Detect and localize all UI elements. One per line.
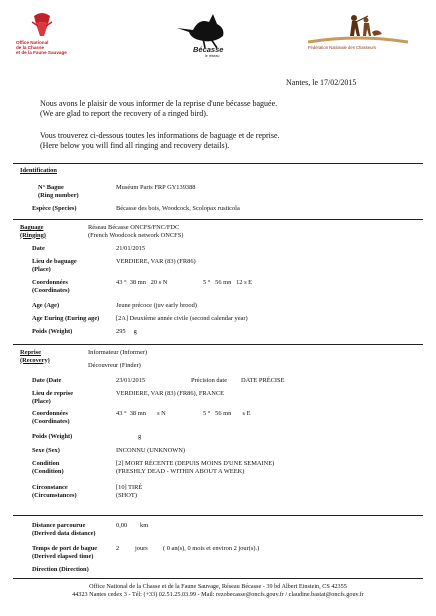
recovery-weight-value: g: [138, 433, 142, 440]
oncfs-name: Office National de la Chasse et de la Faune Sauvage: [16, 40, 67, 56]
condition-value: [2] MORT RÉCENTE (DEPUIS MOINS D'UNE SEMAINE) (FRESHLY DEAD - WITHIN ABOUT A WEEK): [116, 460, 275, 475]
recovery-title: Reprise (Recovery): [20, 349, 50, 364]
intro-line-en: (We are glad to report the recovery of a ringed bird).: [40, 109, 208, 118]
details-paragraph: [40, 131, 280, 151]
species-value: Bécasse des bois, Woodcock, Scolopax rusticola: [116, 205, 240, 212]
divider: [13, 515, 423, 516]
fnc-name: Fédération Nationale des Chasseurs: [308, 45, 376, 50]
elapsed-time-detail: ( 0 an(s), 0 mois et environ 2 jour(s).): [163, 545, 260, 552]
direction-label: Direction (Direction): [32, 566, 89, 573]
recovery-place-value: VERDIERE, VAR (83) (FR86), FRANCE: [116, 390, 225, 397]
sex-label: Sexe (Sex): [32, 447, 60, 454]
ringing-place-value: VERDIERE, VAR (83) (FR86): [116, 258, 196, 265]
elapsed-time-unit: jours: [135, 545, 148, 552]
sex-value: INCONNU (UNKNOWN): [116, 447, 186, 454]
ringing-weight-label: Poids (Weight): [32, 328, 73, 335]
divider: [13, 219, 423, 220]
ringing-longitude: 5 ° 56 mn 12 s E: [203, 279, 253, 286]
ringing-latitude: 43 ° 38 mn 20 s N: [116, 279, 168, 286]
ring-number-label: N° Bague (Ring number): [38, 184, 79, 199]
details-line-fr: Vous trouverez ci-dessous toutes les informations de baguage et de reprise.: [40, 131, 280, 140]
date-precision-label: Précision date: [191, 377, 228, 384]
becasse-title: Bécasse: [193, 45, 224, 54]
woodcock-bird-icon: [173, 10, 233, 50]
letter-date: Nantes, le 17/02/2015: [286, 78, 357, 87]
ringing-date-label: Date: [32, 245, 45, 252]
ringing-place-label: Lieu de baguage (Place): [32, 258, 77, 273]
recovery-date-label: Date (Date: [32, 377, 62, 384]
recovery-latitude: 43 ° 38 mn s N: [116, 410, 166, 417]
footer-divider: [13, 578, 423, 579]
becasse-subtitle: le réseau: [205, 54, 220, 58]
circumstance-value: [10] TIRÉ (SHOT): [116, 484, 143, 499]
date-precision-value: DATE PRÉCISE: [241, 377, 285, 384]
circumstance-label: Circonstance (Circumstances): [32, 484, 77, 499]
ringing-coords-label: Coordonnées (Coordinates): [32, 279, 70, 294]
elapsed-time-value: 2: [116, 545, 120, 552]
euring-age-label: Age Euring (Euring age): [32, 315, 100, 322]
ringing-network: Réseau Bécasse ONCFS/FNC/FDC (French Woodcock network ONCFS): [88, 224, 184, 239]
details-line-en: (Here below you will find all ringing and recovery details).: [40, 141, 230, 150]
intro-paragraph: [40, 99, 277, 119]
distance-unit: km: [140, 522, 149, 529]
footer-contact: 44323 Nantes cedex 3 - Tél: (+33) 02.51.25.03.99 - Mail: rezobecasse@oncfs.gouv.fr / claudine.bastat@oncfs.gouv.fr: [72, 591, 364, 599]
ringing-date-value: 21/01/2015: [116, 245, 146, 252]
ring-number-value: Muséum Paris FRP GY139388: [116, 184, 196, 191]
identification-title: Identification: [20, 167, 57, 174]
oncfs-logo: [16, 12, 136, 62]
divider: [13, 344, 423, 345]
fnc-logo: [300, 12, 420, 56]
divider: [13, 163, 423, 164]
ringing-weight-value: 295 g: [116, 328, 137, 335]
informer-label: Informateur (Informer): [88, 349, 148, 356]
recovery-place-label: Lieu de reprise (Place): [32, 390, 74, 405]
elapsed-time-label: Temps de port de bague (Derived elapsed time): [32, 545, 98, 560]
becasse-network-logo: [165, 10, 275, 60]
recovery-longitude: 5 ° 56 mn s E: [203, 410, 251, 417]
recovery-coords-label: Coordonnées (Coordinates): [32, 410, 70, 425]
intro-line-fr: Nous avons le plaisir de vous informer de la reprise d'une bécasse baguée.: [40, 99, 278, 108]
hunters-silhouette-icon: [308, 12, 408, 46]
recovery-weight-label: Poids (Weight): [32, 433, 73, 440]
condition-label: Condition (Condition): [32, 460, 64, 475]
recovery-date-value: 23/01/2015: [116, 377, 146, 384]
distance-value: 0,00: [116, 522, 128, 529]
footer-address: Office National de la Chasse et de la Faune Sauvage, Réseau Bécasse - 39 bd Albert Einstein, CS 42355: [89, 583, 347, 590]
ringing-title: Baguage (Ringing): [20, 224, 46, 239]
age-value: Jeune précoce (juv early brood): [116, 302, 197, 309]
species-label: Espèce (Species): [32, 205, 77, 212]
age-label: Age (Age): [32, 302, 60, 309]
finder-label: Découvreur (Finder): [88, 362, 141, 369]
oncfs-emblem-icon: [30, 12, 54, 40]
footer: [0, 583, 436, 600]
euring-age-value: [2A] Deuxième année civile (second calendar year): [116, 315, 248, 322]
distance-label: Distance parcourue (Derived data distance): [32, 522, 96, 537]
